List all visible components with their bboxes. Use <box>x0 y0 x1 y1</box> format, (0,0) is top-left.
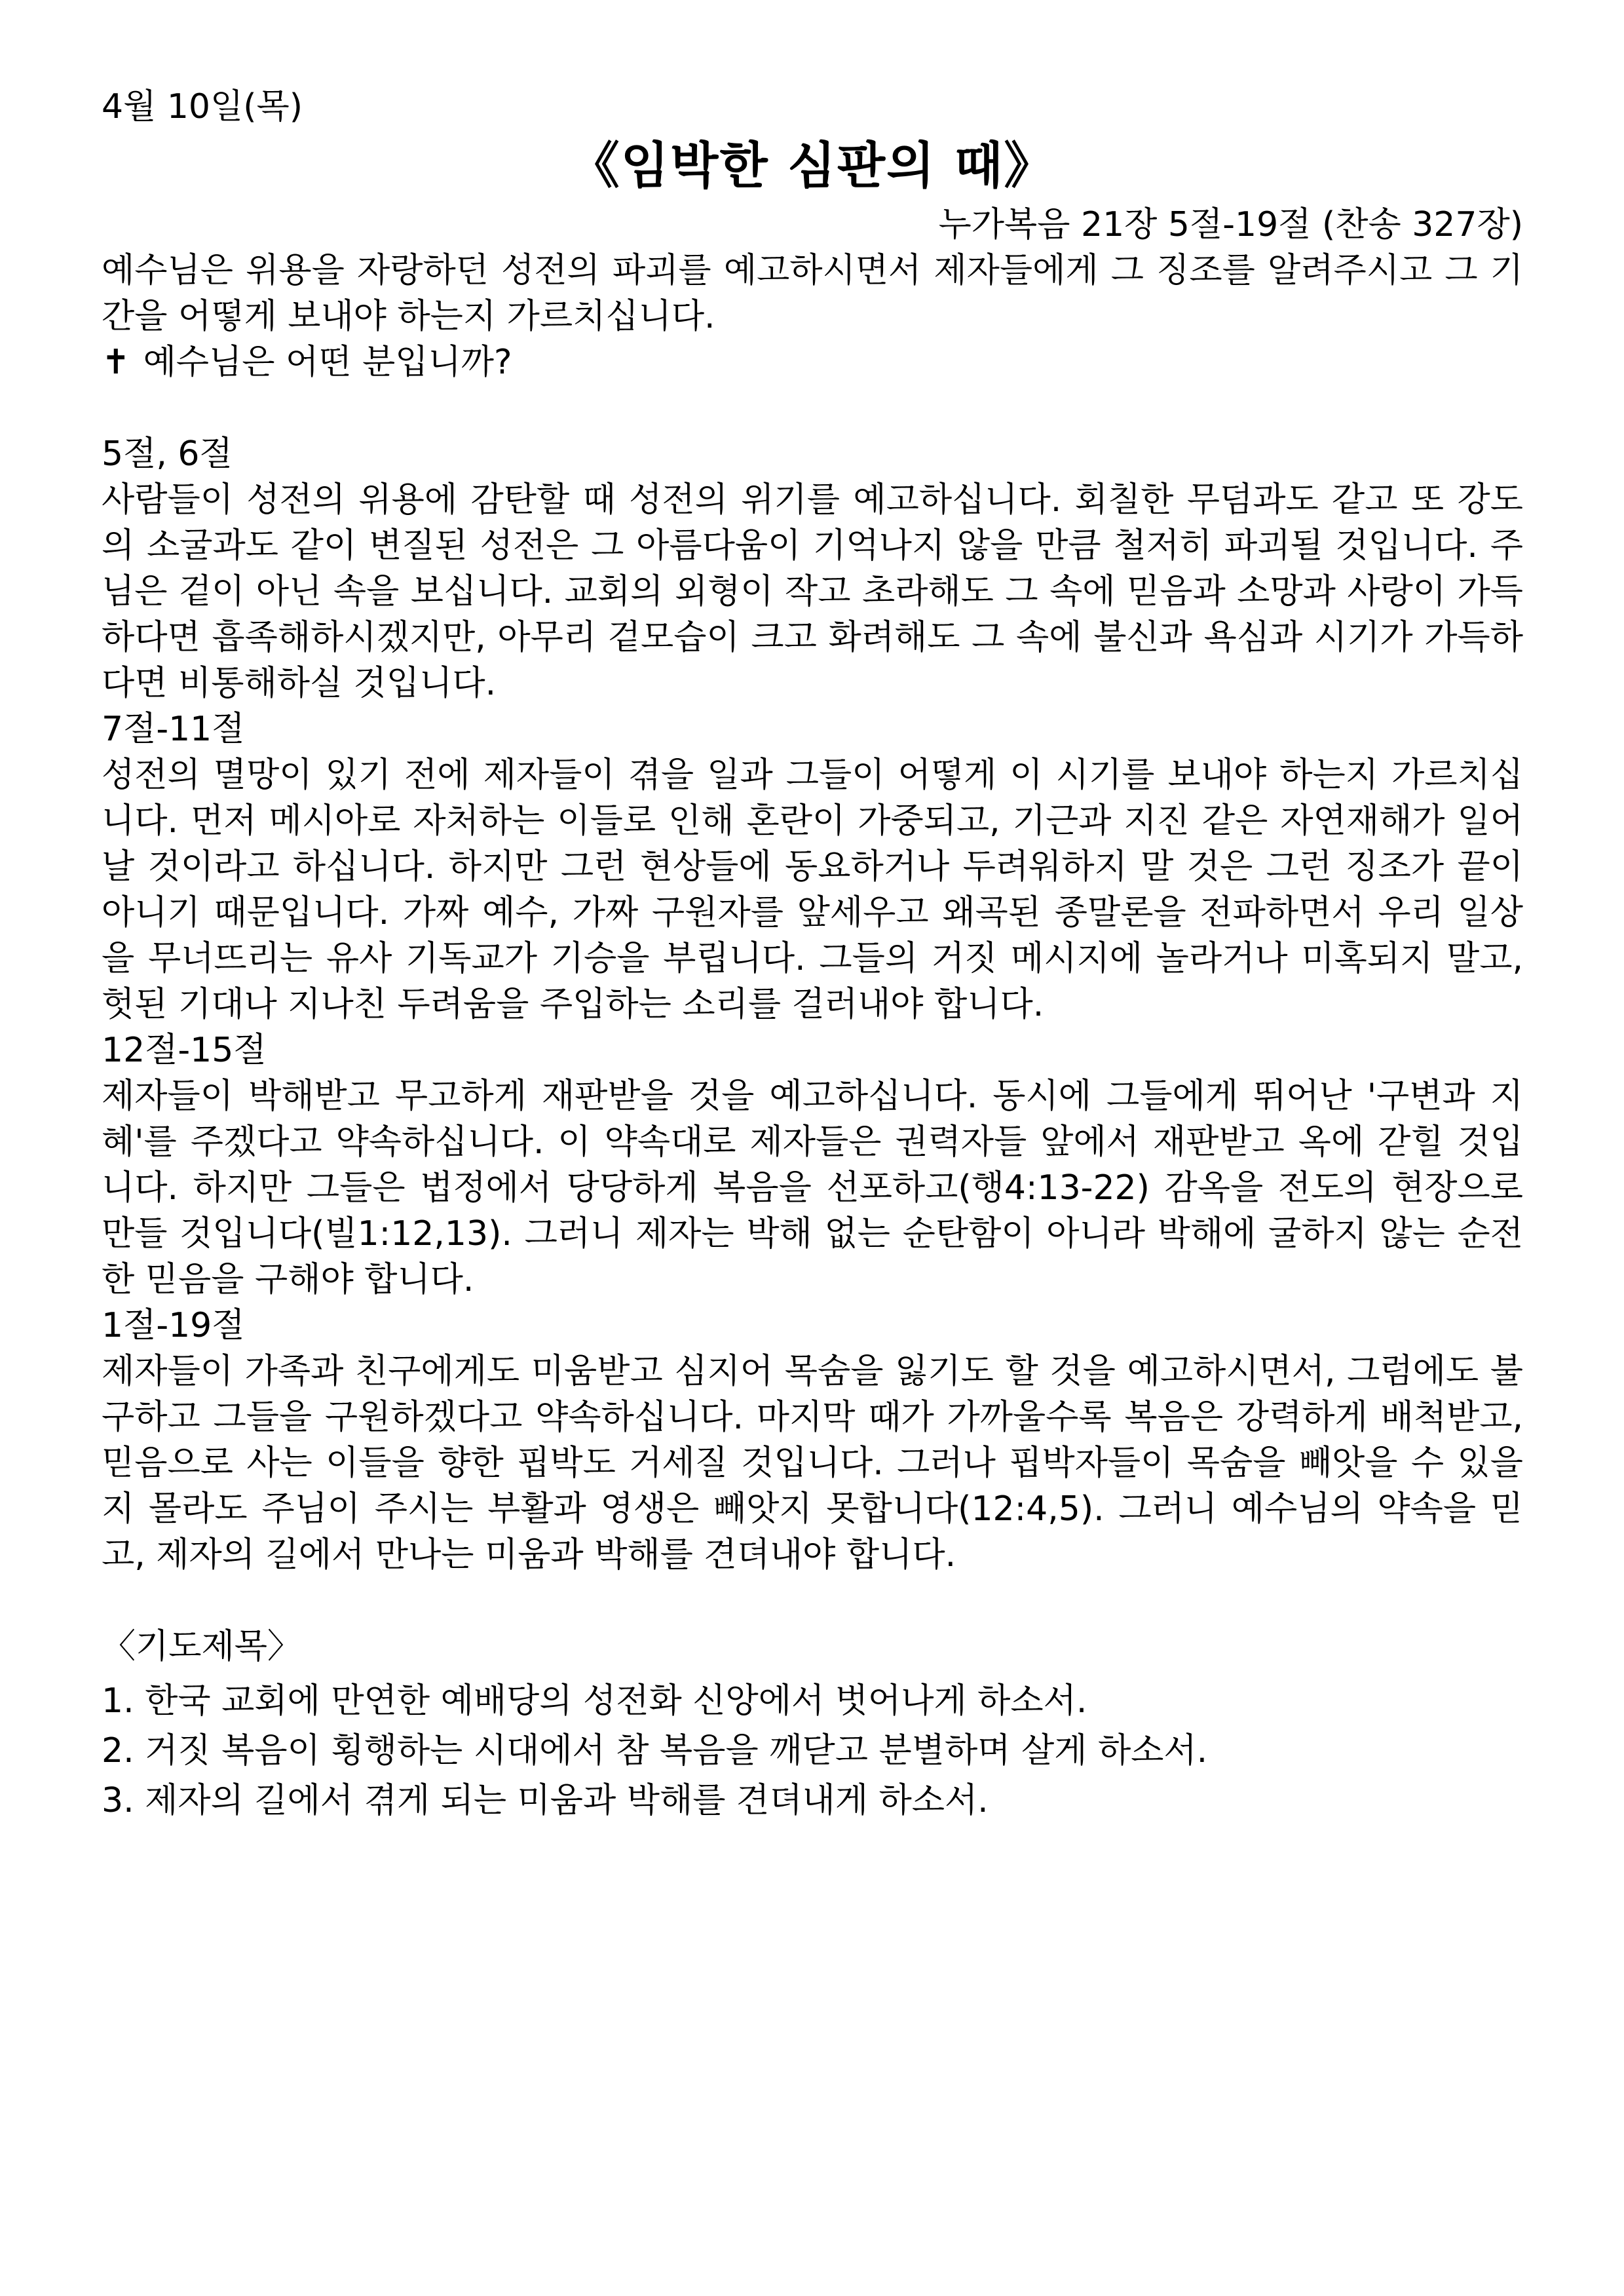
section-heading: 5절, 6절 <box>102 434 233 474</box>
section-verses-7-11 <box>102 706 1523 1027</box>
prayer-item: 3. 제자의 길에서 겪게 되는 미움과 박해를 견뎌내게 하소서. <box>102 1781 989 1820</box>
section-verses-12-15 <box>102 1027 1523 1303</box>
section-verses-5-6 <box>102 431 1523 706</box>
prayer-item: 1. 한국 교회에 만연한 예배당의 성전화 신앙에서 벗어나게 하소서. <box>102 1681 1087 1721</box>
date-label: 4월 10일(목) <box>102 87 303 126</box>
section-heading: 1절-19절 <box>102 1306 245 1345</box>
cross-icon: ✝ <box>102 343 130 382</box>
intro-paragraph: 예수님은 위용을 자랑하던 성전의 파괴를 예고하시면서 제자들에게 그 징조를 알려주시고 그 기간을 어떻게 보내야 하는지 가르치십니다. <box>102 251 1523 336</box>
spacer <box>102 1578 1523 1624</box>
question-text: 예수님은 어떤 분입니까? <box>143 343 512 382</box>
scripture-reference: 누가복음 21장 5절-19절 (찬송 327장) <box>938 205 1523 244</box>
section-body: 성전의 멸망이 있기 전에 제자들이 겪을 일과 그들이 어떻게 이 시기를 보내야 하는지 가르치십니다. 먼저 메시아로 자처하는 이들로 인해 혼란이 가중되고, 기근과 지진 같은 자연재해가 일어날 것이라고 하십니다. 하지만 그런 현상들에 동요하거나 두려워하지 말 것은 그런 징조가 끝이 아니기 때문입니다. 가짜 예수, 가짜 구원자를 앞세우고 왜곡된 종말론을 전파하면서 우리 일상을 무너뜨리는 유사 기독교가 기승을 부립니다. 그들의 거짓 메시지에 놀라거나 미혹되지 말고, 헛된 기대나 지나친 두려움을 주입하는 소리를 걸러내야 합니다. <box>102 756 1523 1024</box>
section-body: 사람들이 성전의 위용에 감탄할 때 성전의 위기를 예고하십니다. 회칠한 무덤과도 같고 또 강도의 소굴과도 같이 변질된 성전은 그 아름다움이 기억나지 않을 만큼 철저히 파괴될 것입니다. 주님은 겉이 아닌 속을 보십니다. 교회의 외형이 작고 초라해도 그 속에 믿음과 소망과 사랑이 가득하다면 흡족해하시겠지만, 아무리 겉모습이 크고 화려해도 그 속에 불신과 욕심과 시기가 가득하다면 비통해하실 것입니다. <box>102 480 1523 703</box>
prayer-item: 2. 거짓 복음이 횡행하는 시대에서 참 복음을 깨닫고 분별하며 살게 하소서. <box>102 1731 1208 1770</box>
section-body: 제자들이 가족과 친구에게도 미움받고 심지어 목숨을 잃기도 할 것을 예고하시면서, 그럼에도 불구하고 그들을 구원하겠다고 약속하십니다. 마지막 때가 가까울수록 복음은 강력하게 배척받고, 믿음으로 사는 이들을 향한 핍박도 거세질 것입니다. 그러나 핍박자들이 목숨을 빼앗을 수 있을지 몰라도 주님이 주시는 부활과 영생은 빼앗지 못합니다(12:4,5). 그러니 예수님의 약속을 믿고, 제자의 길에서 만나는 미움과 박해를 견뎌내야 합니다. <box>102 1352 1523 1575</box>
prayer-section <box>102 1624 1523 1826</box>
section-body: 제자들이 박해받고 무고하게 재판받을 것을 예고하십니다. 동시에 그들에게 뛰어난 '구변과 지혜'를 주겠다고 약속하십니다. 이 약속대로 제자들은 권력자들 앞에서 재판받고 옥에 갇힐 것입니다. 하지만 그들은 법정에서 당당하게 복음을 선포하고(행4:13-22) 감옥을 전도의 현장으로 만들 것입니다(빌1:12,13). 그러니 제자는 박해 없는 순탄함이 아니라 박해에 굴하지 않는 순전한 믿음을 구해야 합니다. <box>102 1077 1523 1299</box>
page-title: 《임박한 심판의 때》 <box>569 136 1055 195</box>
prayer-heading: 〈기도제목〉 <box>102 1627 301 1666</box>
devotional-page <box>102 84 1523 1826</box>
spacer <box>102 385 1523 431</box>
section-verses-1-19 <box>102 1303 1523 1578</box>
section-heading: 7절-11절 <box>102 710 245 749</box>
reflection-question <box>102 339 1523 385</box>
prayer-list <box>102 1676 1523 1826</box>
section-heading: 12절-15절 <box>102 1031 267 1070</box>
